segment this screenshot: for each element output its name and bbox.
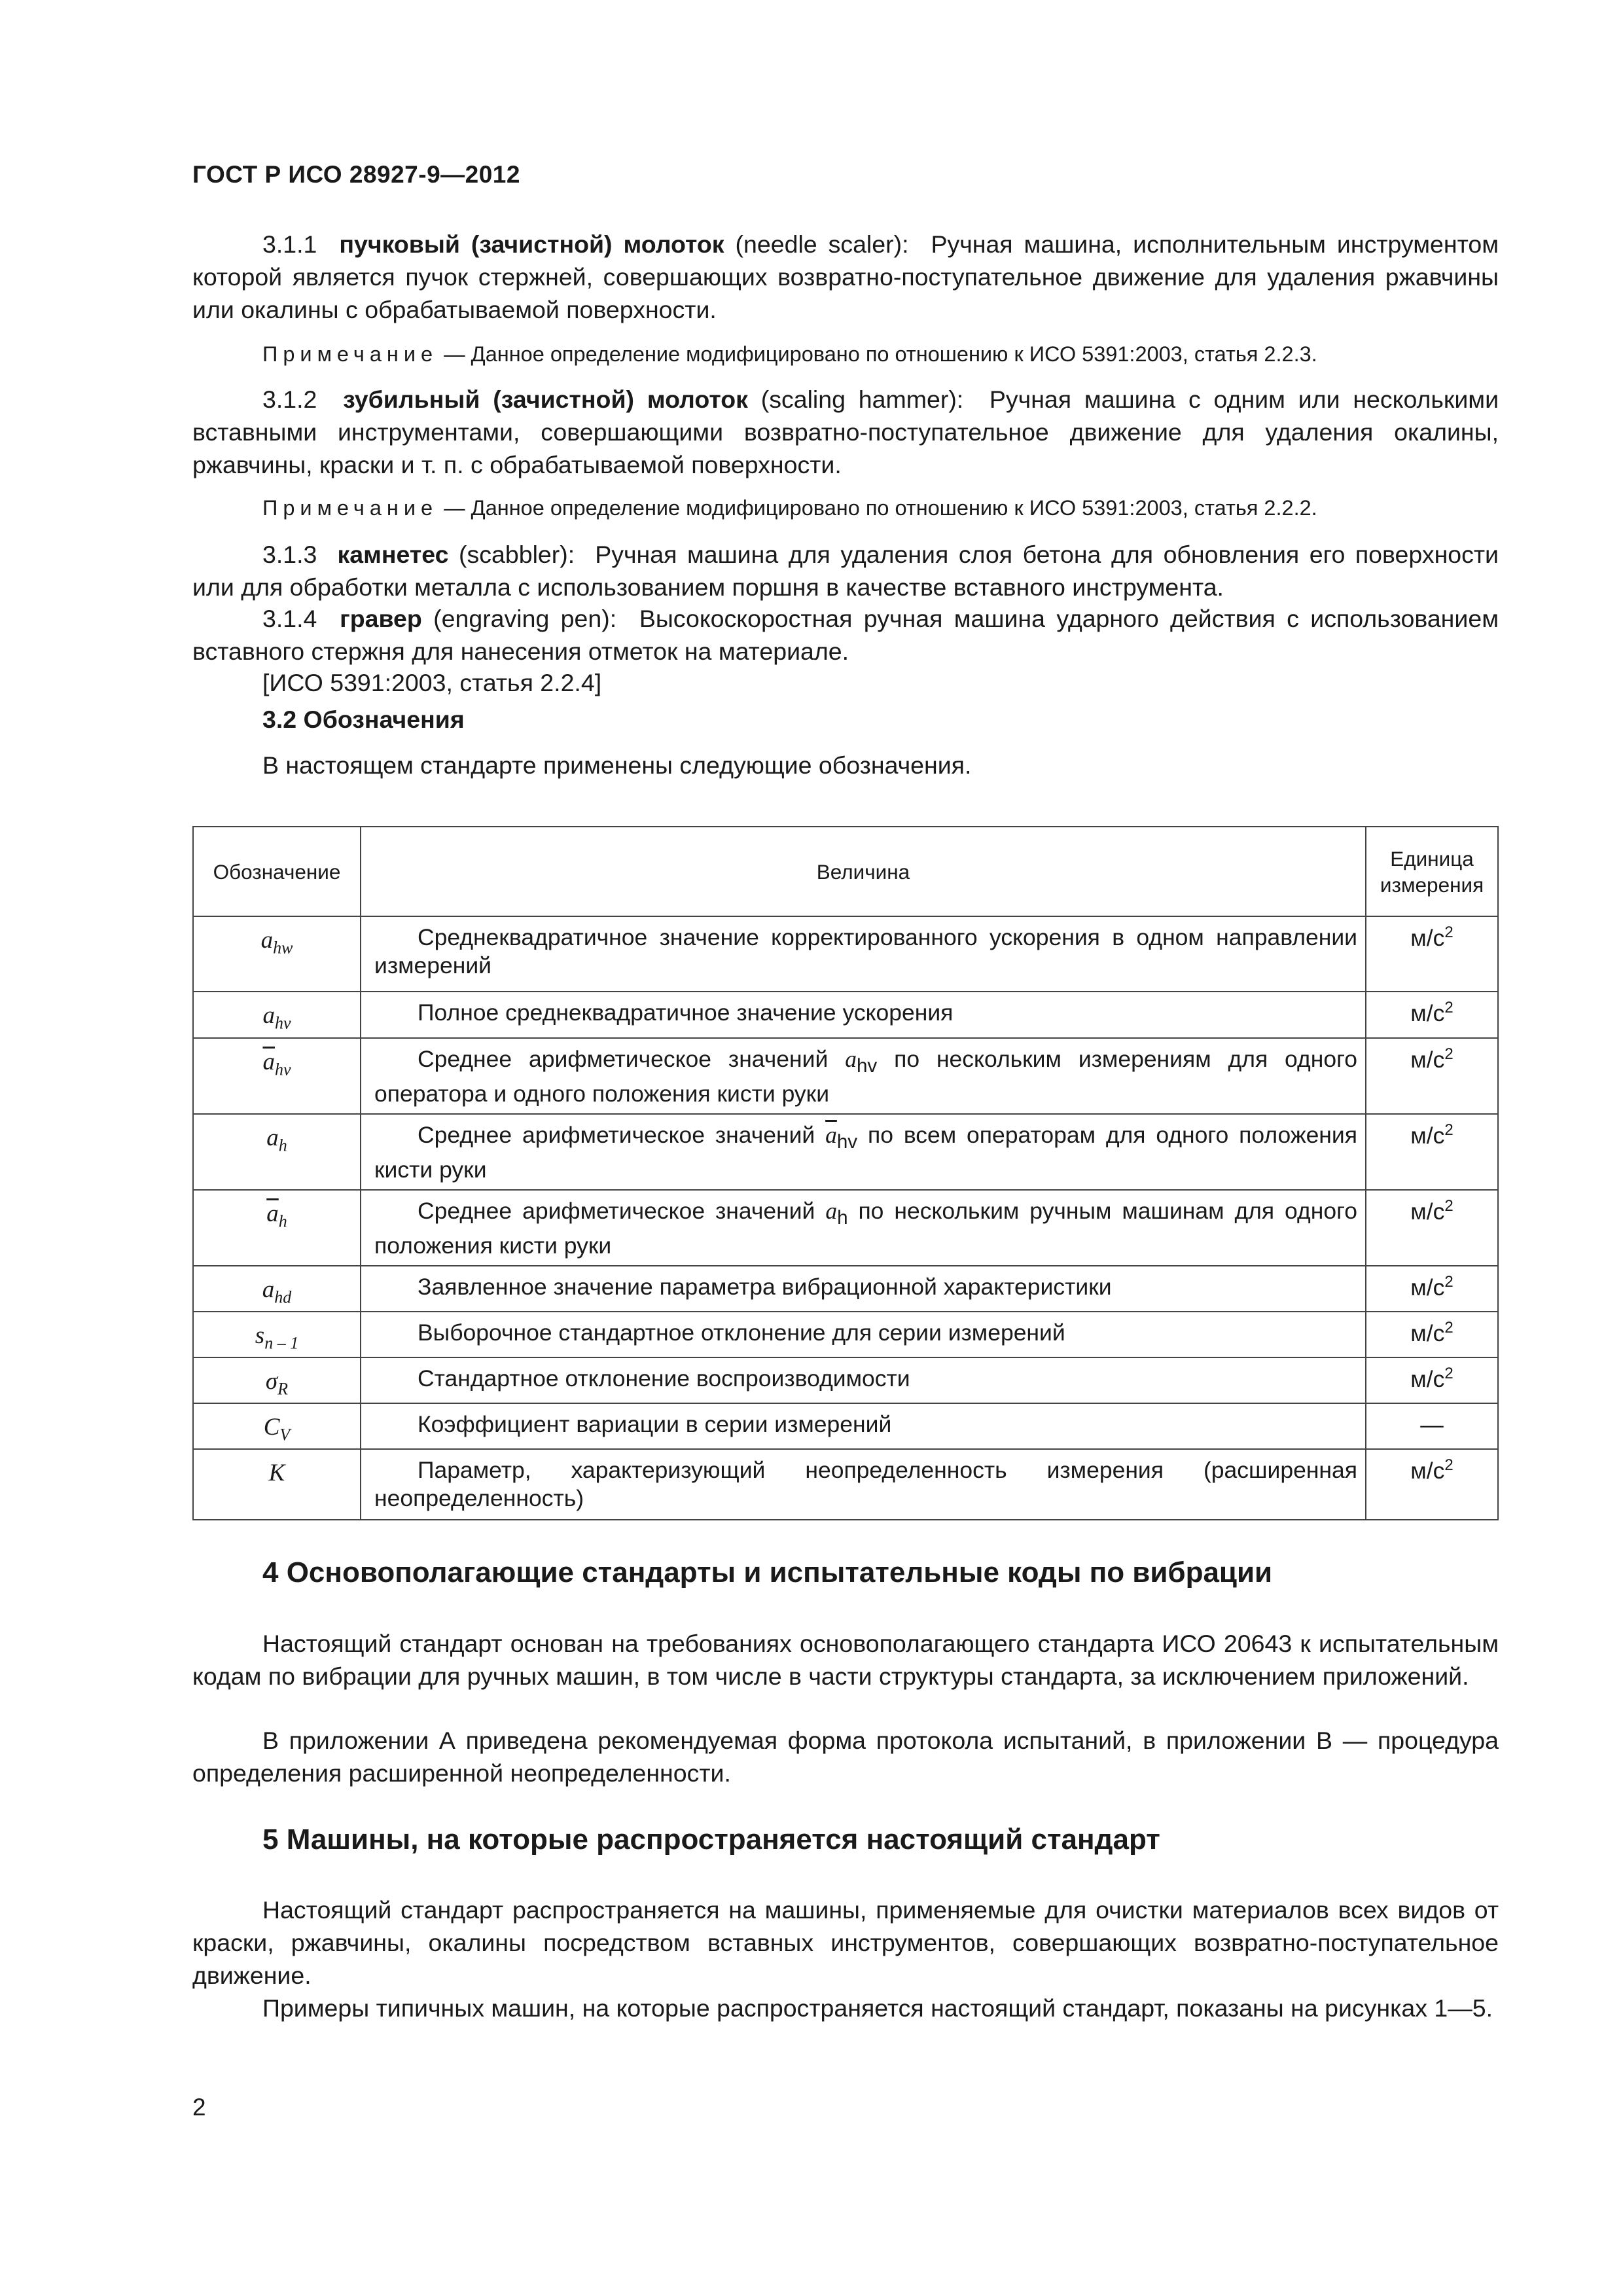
definition-3-1-2 <box>192 383 1499 481</box>
quantity-cell: Выборочное стандартное отклонение для серии измерений <box>361 1312 1366 1357</box>
def-number: 3.1.2 <box>262 386 317 413</box>
quantity-cell: Полное среднеквадратичное значение ускорения <box>361 992 1366 1038</box>
def-text: Высокоскоростная ручная машина ударного действия с использованием вставного стержня для нанесения отметок на материале. <box>192 605 1499 665</box>
symbol-cell: K <box>193 1449 361 1520</box>
table-row <box>193 1114 1498 1190</box>
table-row <box>193 916 1498 992</box>
def-term-en: (needle scaler): <box>735 230 909 258</box>
def-term-en: (scaling hammer): <box>760 386 964 413</box>
symbol-cell: $\overline{a}_{hv}$ <box>193 1038 361 1114</box>
section-3-2-title: 3.2 Обозначения <box>262 706 465 733</box>
definition-3-1-3 <box>192 538 1499 603</box>
definition-3-1-1 <box>192 228 1499 326</box>
symbol-cell: $C_V$ <box>193 1403 361 1449</box>
note-text: — Данное определение модифицировано по отношению к ИСО 5391:2003, статья 2.2.3. <box>444 342 1317 366</box>
symbol-cell: $a_h$ <box>193 1114 361 1190</box>
def-term: камнетес <box>337 541 449 568</box>
section-4-title: 4 Основополагающие стандарты и испытательные коды по вибрации <box>262 1556 1273 1588</box>
note-label: Примечание <box>262 342 438 366</box>
quantity-cell: Среднеквадратичное значение корректированного ускорения в одном направлении измерений <box>361 916 1366 992</box>
definition-3-1-4 <box>192 602 1499 668</box>
table-row <box>193 1357 1498 1403</box>
unit-cell: $м/с^2$ <box>1366 1114 1498 1190</box>
symbol-cell: $a_{hw}$ <box>193 916 361 992</box>
def-term-en: (scabbler): <box>459 541 575 568</box>
unit-cell: $м/с^2$ <box>1366 1357 1498 1403</box>
quantity-cell: Параметр, характеризующий неопределенность измерения (расширенная неопределенность) <box>361 1449 1366 1520</box>
section-4-paragraph-2: В приложении А приведена рекомендуемая форма протокола испытаний, в приложении В — процедура определения расширенной неопределенности. <box>192 1727 1499 1787</box>
def-number: 3.1.4 <box>262 605 317 632</box>
table-row <box>193 992 1498 1038</box>
def-text: Ручная машина, исполнительным инструментом которой является пучок стержней, совершающих возвратно-поступательное движение для удаления ржавчины или окалины с обрабатываемой поверхности. <box>192 230 1499 323</box>
unit-cell: $м/с^2$ <box>1366 1190 1498 1266</box>
unit-cell: $м/с^2$ <box>1366 1312 1498 1357</box>
table-header-row <box>193 827 1498 916</box>
unit-cell: $м/с^2$ <box>1366 992 1498 1038</box>
page-number: 2 <box>192 2094 206 2121</box>
quantity-cell: Стандартное отклонение воспроизводимости <box>361 1357 1366 1403</box>
def-text: Ручная машина с одним или несколькими вставными инструментами, совершающими возвратно-поступательное движение для удаления окалины, ржавчины, краски и т. п. с обрабатываемой поверхности. <box>192 386 1499 478</box>
unit-cell: — <box>1366 1403 1498 1449</box>
header-unit: Единица измерения <box>1366 827 1498 916</box>
def-term: зубильный (зачистной) молоток <box>343 386 748 413</box>
unit-cell: $м/с^2$ <box>1366 1449 1498 1520</box>
header-quantity: Величина <box>361 827 1366 916</box>
section-5-paragraph-2: Примеры типичных машин, на которые распространяется настоящий стандарт, показаны на рисунках 1—5. <box>262 1994 1493 2022</box>
note-2 <box>262 493 1499 523</box>
symbol-cell: $a_{hv}$ <box>193 992 361 1038</box>
unit-cell: $м/с^2$ <box>1366 916 1498 992</box>
reference-3-1-4: [ИСО 5391:2003, статья 2.2.4] <box>262 669 602 696</box>
def-number: 3.1.1 <box>262 230 317 258</box>
unit-cell: $м/с^2$ <box>1366 1038 1498 1114</box>
quantity-cell: Среднее арифметическое значений $\overline{a}_{hv}$ по всем операторам для одного положения кисти руки <box>361 1114 1366 1190</box>
quantity-cell: Заявленное значение параметра вибрационной характеристики <box>361 1266 1366 1312</box>
quantity-cell: Среднее арифметическое значений $a_h$ по нескольким ручным машинам для одного положения кисти руки <box>361 1190 1366 1266</box>
section-4-paragraph-1: Настоящий стандарт основан на требованиях основополагающего стандарта ИСО 20643 к испытательным кодам по вибрации для ручных машин, в том числе в части структуры стандарта, за исключением приложений. <box>192 1630 1499 1690</box>
symbol-cell: $\sigma_R$ <box>193 1357 361 1403</box>
def-term: пучковый (зачистной) молоток <box>339 230 724 258</box>
table-row <box>193 1038 1498 1114</box>
symbol-cell: $\overline{a}_h$ <box>193 1190 361 1266</box>
note-text: — Данное определение модифицировано по отношению к ИСО 5391:2003, статья 2.2.2. <box>444 496 1317 520</box>
quantity-cell: Среднее арифметическое значений $a_{hv}$ по нескольким измерениям для одного оператора и одного положения кисти руки <box>361 1038 1366 1114</box>
symbols-table <box>192 826 1499 1520</box>
document-header: ГОСТ Р ИСО 28927-9—2012 <box>192 161 520 188</box>
quantity-cell: Коэффициент вариации в серии измерений <box>361 1403 1366 1449</box>
table-row <box>193 1403 1498 1449</box>
section-5-title: 5 Машины, на которые распространяется настоящий стандарт <box>262 1823 1160 1856</box>
def-text: Ручная машина для удаления слоя бетона для обновления его поверхности или для обработки металла с использованием поршня в качестве вставного инструмента. <box>192 541 1499 601</box>
def-number: 3.1.3 <box>262 541 317 568</box>
table-row <box>193 1449 1498 1520</box>
header-symbol: Обозначение <box>193 827 361 916</box>
def-term: гравер <box>340 605 422 632</box>
table-row <box>193 1312 1498 1357</box>
section-5-paragraph-1: Настоящий стандарт распространяется на машины, применяемые для очистки материалов всех видов от краски, ржавчины, окалины посредством вставных инструментов, совершающих возвратно-поступательное движение. <box>192 1896 1499 1989</box>
symbol-cell: $a_{hd}$ <box>193 1266 361 1312</box>
unit-cell: $м/с^2$ <box>1366 1266 1498 1312</box>
def-term-en: (engraving pen): <box>433 605 617 632</box>
note-label: Примечание <box>262 496 438 520</box>
section-3-2-intro: В настоящем стандарте применены следующие обозначения. <box>262 751 972 779</box>
table-row <box>193 1266 1498 1312</box>
symbol-cell: $s_{n - 1}$ <box>193 1312 361 1357</box>
note-1 <box>262 339 1499 369</box>
table-row <box>193 1190 1498 1266</box>
